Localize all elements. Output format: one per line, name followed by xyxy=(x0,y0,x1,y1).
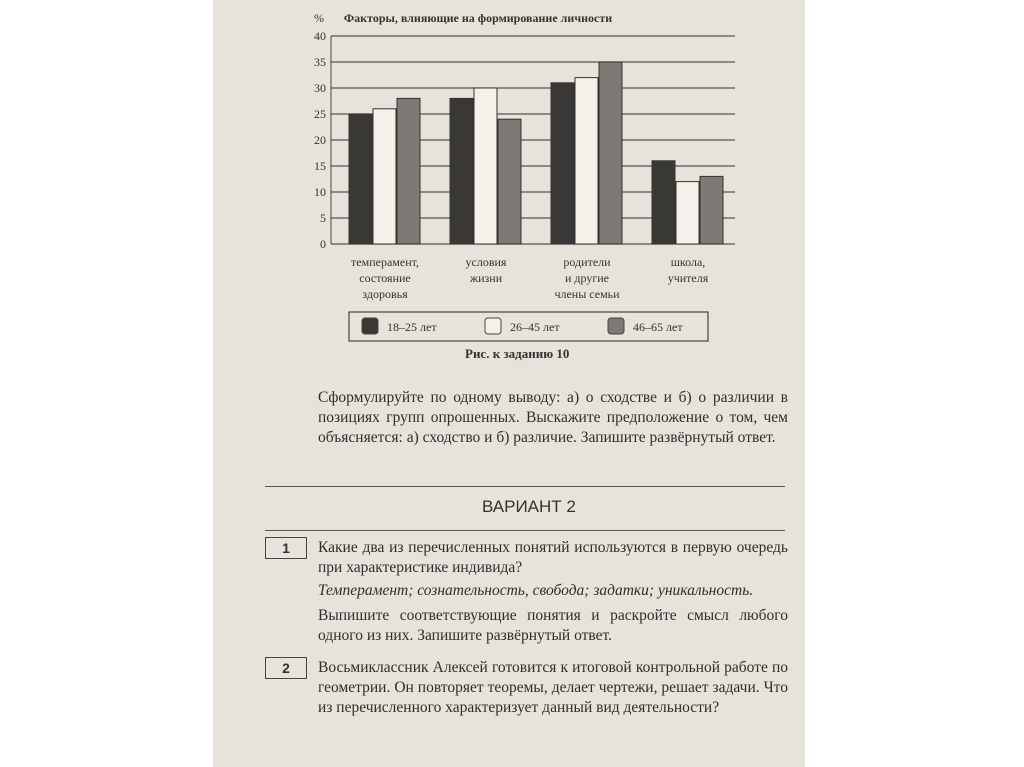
question-2: Восьмиклассник Алексей готовится к итоговой контрольной работе по геометрии. Он повторяет теоремы, делает чертежи, решает задачи. Что из перечисленного характеризует данный вид деятельности? xyxy=(318,659,788,716)
y-tick-label: 40 xyxy=(314,29,326,43)
bar xyxy=(551,83,574,244)
bar-chart xyxy=(0,0,1024,380)
question-1-options: Темперамент; сознательность, свобода; задатки; уникальность. xyxy=(318,582,754,599)
question-number-2: 2 xyxy=(265,657,307,679)
bar xyxy=(652,161,675,244)
legend-swatch xyxy=(485,318,501,334)
y-tick-label: 25 xyxy=(314,107,326,121)
bar xyxy=(373,109,396,244)
bar xyxy=(397,98,420,244)
legend-swatch xyxy=(362,318,378,334)
x-tick-label: члены семьи xyxy=(554,287,620,301)
y-axis-label: % xyxy=(314,11,324,25)
bar xyxy=(700,176,723,244)
x-tick-label: условия xyxy=(465,255,507,269)
bar xyxy=(676,182,699,244)
variant-heading: ВАРИАНТ 2 xyxy=(482,497,576,516)
y-tick-label: 20 xyxy=(314,133,326,147)
legend-swatch xyxy=(608,318,624,334)
divider xyxy=(265,486,785,487)
y-tick-label: 5 xyxy=(320,211,326,225)
legend-label: 18–25 лет xyxy=(387,320,437,334)
y-tick-label: 10 xyxy=(314,185,326,199)
x-tick-label: школа, xyxy=(670,255,706,269)
legend-label: 46–65 лет xyxy=(633,320,683,334)
divider xyxy=(265,530,785,531)
y-tick-label: 30 xyxy=(314,81,326,95)
chart-caption: Рис. к заданию 10 xyxy=(465,346,570,361)
bar xyxy=(474,88,497,244)
bar xyxy=(498,119,521,244)
y-tick-label: 0 xyxy=(320,237,326,251)
question-1: Какие два из перечисленных понятий используются в первую очередь при характеристике индивида? xyxy=(318,539,788,576)
y-tick-label: 35 xyxy=(314,55,326,69)
x-tick-label: состояние xyxy=(359,271,411,285)
x-tick-label: темперамент, xyxy=(351,255,419,269)
chart-title: Факторы, влияющие на формирование личности xyxy=(343,11,613,25)
x-tick-label: жизни xyxy=(469,271,503,285)
bar xyxy=(450,98,473,244)
legend-label: 26–45 лет xyxy=(510,320,560,334)
bar xyxy=(575,78,598,244)
question-number-1: 1 xyxy=(265,537,307,559)
x-tick-label: родители xyxy=(563,255,611,269)
y-tick-label: 15 xyxy=(314,159,326,173)
bar xyxy=(599,62,622,244)
bar xyxy=(349,114,372,244)
x-tick-label: здоровья xyxy=(362,287,408,301)
question-1-task: Выпишите соответствующие понятия и раскройте смысл любого одного из них. Запишите развёрнутый ответ. xyxy=(318,607,788,644)
x-tick-label: учителя xyxy=(667,271,709,285)
x-tick-label: и другие xyxy=(564,271,610,285)
task-paragraph: Сформулируйте по одному выводу: а) о сходстве и б) о различии в позициях групп опрошенных. Выскажите предположение о том, чем объясняется: а) сходство и б) различие. Запишите развёрнутый ответ. xyxy=(318,389,788,446)
